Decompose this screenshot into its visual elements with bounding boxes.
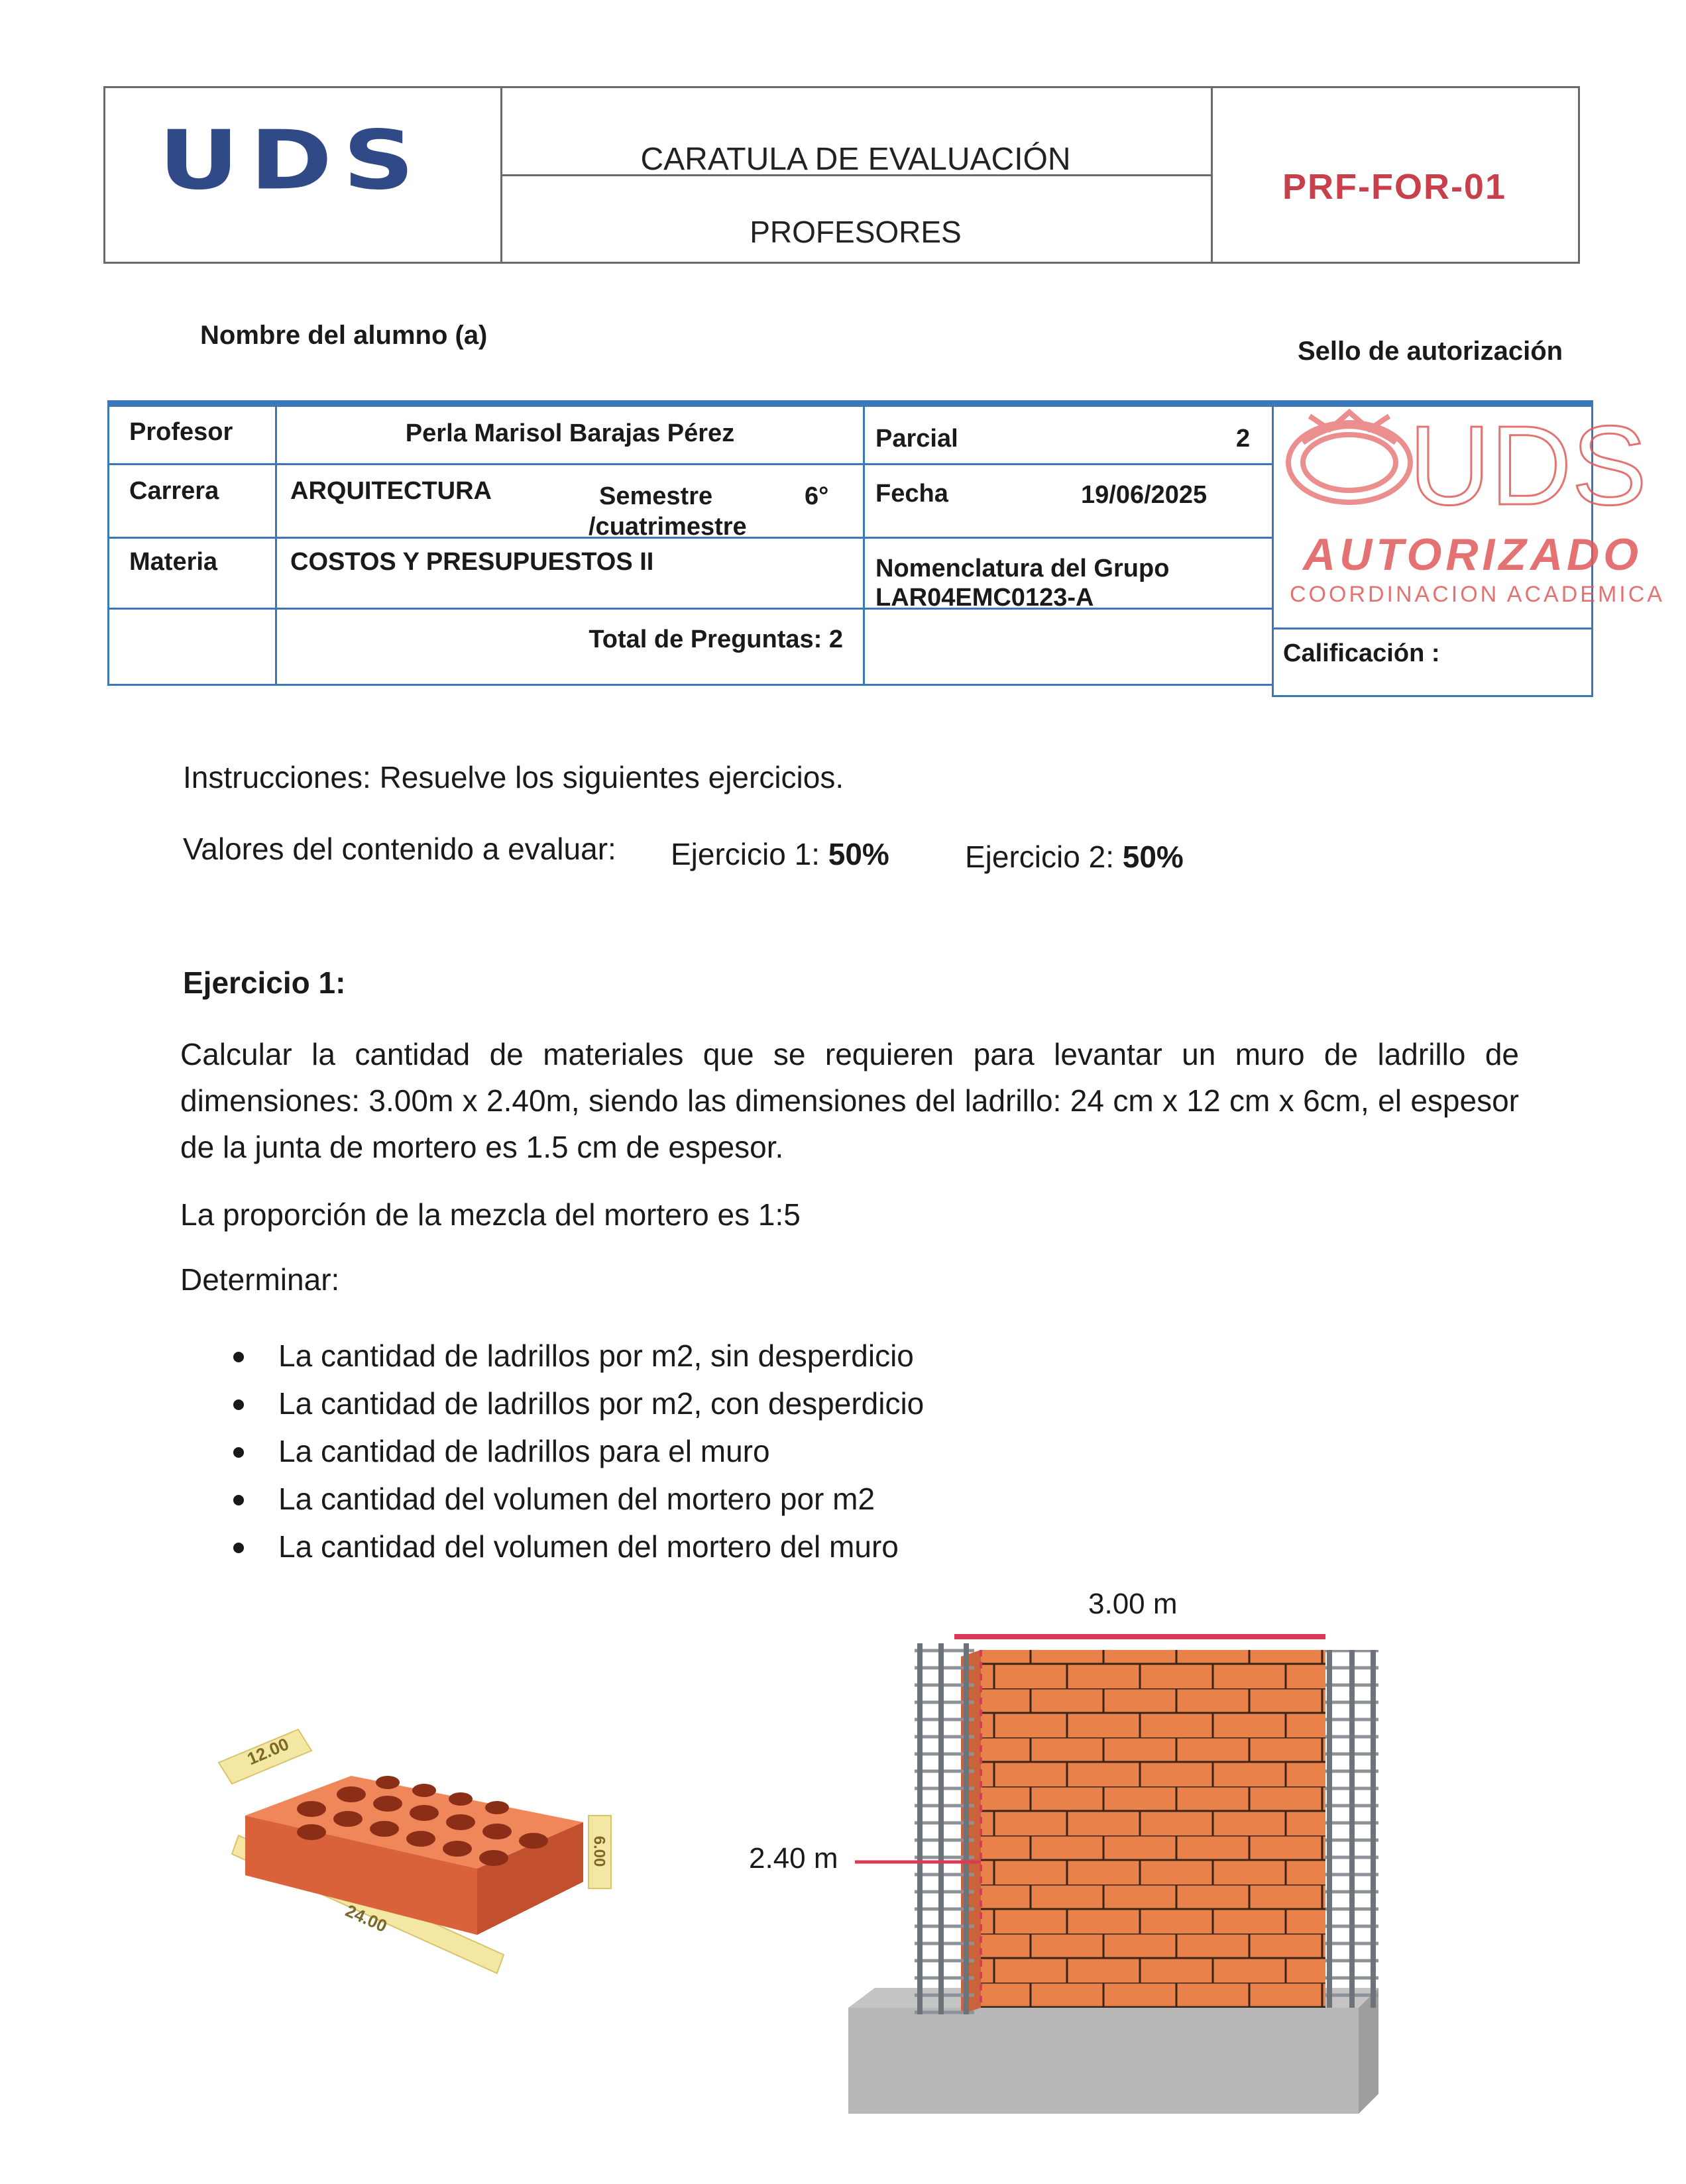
questions-list — [225, 1332, 924, 1570]
list-item: La cantidad de ladrillos para el muro — [225, 1427, 924, 1475]
brick-height-label: 6.00 — [590, 1835, 608, 1867]
ex2-weight-value: 50% — [1122, 840, 1184, 874]
semestre-label: Semestre — [599, 482, 713, 510]
list-item: La cantidad del volumen del mortero por m2 — [225, 1475, 924, 1523]
document-subtitle: PROFESORES — [750, 215, 962, 249]
form-code: PRF-FOR-01 — [1282, 167, 1506, 207]
brick-width-label: 12.00 — [244, 1733, 292, 1769]
exercise1-paragraph: Calcular la cantidad de materiales que se requieren para levantar un muro de ladrillo de dimensiones: 3.00m x 2.40m, siendo las dimensiones del ladrillo: 24 cm x 12 cm x 6cm, el espesor de la junta de mortero es 1.5 cm de espesor. — [180, 1037, 1519, 1164]
list-item: La cantidad del volumen del mortero del muro — [225, 1523, 924, 1570]
semestre-label-cuatrimestre: /cuatrimestre — [589, 513, 747, 541]
parcial-label: Parcial — [875, 425, 958, 453]
fecha-label: Fecha — [875, 480, 948, 508]
wall-figure — [749, 1588, 1445, 2140]
carrera-label: Carrera — [129, 477, 219, 505]
uds-logo: UDS — [158, 113, 425, 208]
ex1-weight — [671, 836, 889, 872]
ex1-weight-value: 50% — [828, 837, 889, 871]
profesor-label: Profesor — [129, 418, 233, 446]
profesor-label-cell — [107, 404, 277, 465]
fecha-cell — [863, 463, 1274, 539]
total-preguntas: Total de Preguntas: 2 — [589, 626, 843, 653]
stamp-status: AUTORIZADO — [1303, 529, 1643, 580]
ex2-weight — [965, 839, 1184, 875]
ex2-weight-label: Ejercicio 2: — [965, 840, 1114, 874]
profesor-value: Perla Marisol Barajas Pérez — [405, 419, 735, 447]
ex1-weight-label: Ejercicio 1: — [671, 837, 820, 871]
materia-value: COSTOS Y PRESUPUESTOS II — [290, 548, 654, 576]
authorization-stamp — [1276, 396, 1665, 622]
total-cell — [275, 608, 865, 686]
mortar-proportion: La proporción de la mezcla del mortero es 1:5 — [180, 1197, 801, 1232]
grupo-cell — [863, 537, 1274, 610]
fecha-value: 19/06/2025 — [1081, 481, 1208, 509]
seal-divider — [1272, 628, 1593, 629]
wall-illustration — [848, 1590, 1445, 2140]
grupo-value: LAR04EMC0123-A — [875, 584, 1094, 612]
parcial-value: 2 — [1236, 425, 1251, 453]
brick-length-label: 24.00 — [342, 1900, 390, 1936]
exercise1-title: Ejercicio 1: — [183, 965, 346, 1000]
materia-value-cell — [275, 537, 865, 610]
materia-label: Materia — [129, 548, 218, 576]
parcial-cell — [863, 404, 1274, 465]
title-cell — [500, 88, 1213, 262]
blank-cell — [863, 608, 1274, 686]
carrera-label-cell — [107, 463, 277, 539]
stamp-brand: UDS — [1409, 403, 1647, 529]
empty-cell — [107, 608, 277, 686]
wall-width-label: 3.00 m — [1088, 1588, 1178, 1620]
calificacion-label: Calificación : — [1283, 639, 1440, 667]
brick-figure — [212, 1710, 623, 1988]
instructions-text: Instrucciones: Resuelve los siguientes ejercicios. — [183, 760, 844, 794]
carrera-value: ARQUITECTURA — [290, 477, 492, 505]
grupo-label: Nomenclatura del Grupo — [875, 555, 1170, 582]
stamp-dept: COORDINACION ACADEMICA — [1290, 582, 1665, 607]
header-box — [103, 86, 1580, 264]
document-title: CARATULA DE EVALUACIÓN — [640, 142, 1071, 177]
authorization-seal-label: Sello de autorización — [1298, 337, 1563, 366]
profesor-value-cell — [275, 404, 865, 465]
student-name-label: Nombre del alumno (a) — [200, 321, 488, 350]
list-item: La cantidad de ladrillos por m2, sin desperdicio — [225, 1332, 924, 1380]
materia-label-cell — [107, 537, 277, 610]
carrera-value-cell — [275, 463, 865, 539]
semestre-value: 6° — [805, 482, 829, 510]
list-item: La cantidad de ladrillos por m2, con desperdicio — [225, 1380, 924, 1427]
form-code-cell — [1211, 88, 1578, 262]
determine-label: Determinar: — [180, 1262, 340, 1297]
title-divider — [500, 174, 1211, 176]
logo-cell — [105, 88, 502, 262]
wall-height-label: 2.40 m — [749, 1842, 838, 1875]
values-label: Valores del contenido a evaluar: — [183, 832, 616, 866]
